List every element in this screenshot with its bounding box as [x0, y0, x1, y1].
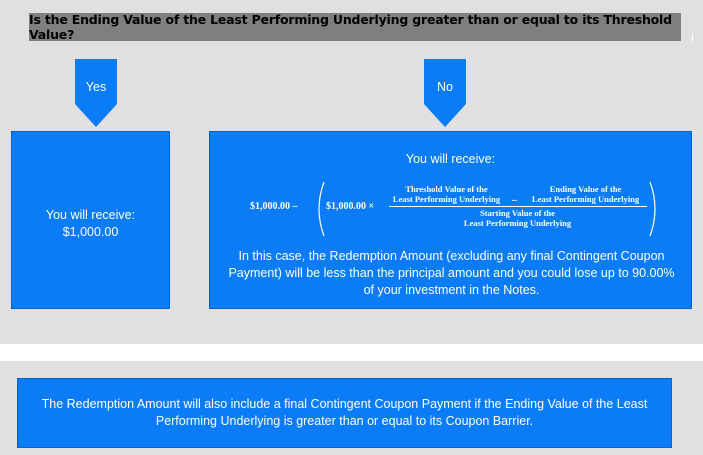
no-outcome-box: [209, 131, 692, 309]
formula-right-paren: [648, 180, 662, 238]
yes-arrow: [75, 59, 117, 127]
no-outcome-explanation: In this case, the Redemption Amount (excluding any final Contingent Coupon Payment) will be less than the principal amount and you could lose up to 90.00% of your investment in the Notes.: [228, 249, 675, 297]
yes-receive-label: You will receive:: [45, 208, 136, 222]
formula-starting-line1: Starting Value of the: [480, 208, 555, 218]
formula-ending-line1: Ending Value of the: [549, 184, 622, 194]
no-arrow: [424, 59, 466, 127]
banner-edge-mark: [692, 34, 693, 42]
no-label: No: [437, 80, 453, 94]
formula-minus: –: [512, 195, 517, 206]
formula-threshold-line2: Least Performing Underlying: [392, 194, 501, 204]
formula-principal-times: $1,000.00 ×: [326, 201, 375, 212]
formula-left-paren: [312, 180, 326, 238]
coupon-note-text: The Redemption Amount will also include a final Contingent Coupon Payment if the Ending Value of the Least Performing Underlying is greater than or equal to its Coupon Barrier.: [41, 397, 648, 428]
formula-principal-minus: $1,000.00 –: [250, 201, 298, 212]
no-receive-label: You will receive:: [405, 152, 496, 166]
yes-outcome-box: [11, 131, 170, 309]
formula-ending-line2: Least Performing Underlying: [531, 194, 640, 204]
yes-label: Yes: [85, 80, 107, 94]
redemption-formula: [210, 180, 693, 240]
question-banner: Is the Ending Value of the Least Performing Underlying greater than or equal to its Threshold Value?: [29, 13, 681, 41]
formula-starting-line2: Least Performing Underlying: [463, 218, 572, 228]
yes-outcome-text: [12, 207, 169, 241]
coupon-note-box: [17, 378, 672, 448]
yes-receive-amount: $1,000.00: [62, 225, 119, 239]
formula-threshold-line1: Threshold Value of the: [405, 184, 488, 194]
formula-fraction-bar: [389, 206, 647, 207]
